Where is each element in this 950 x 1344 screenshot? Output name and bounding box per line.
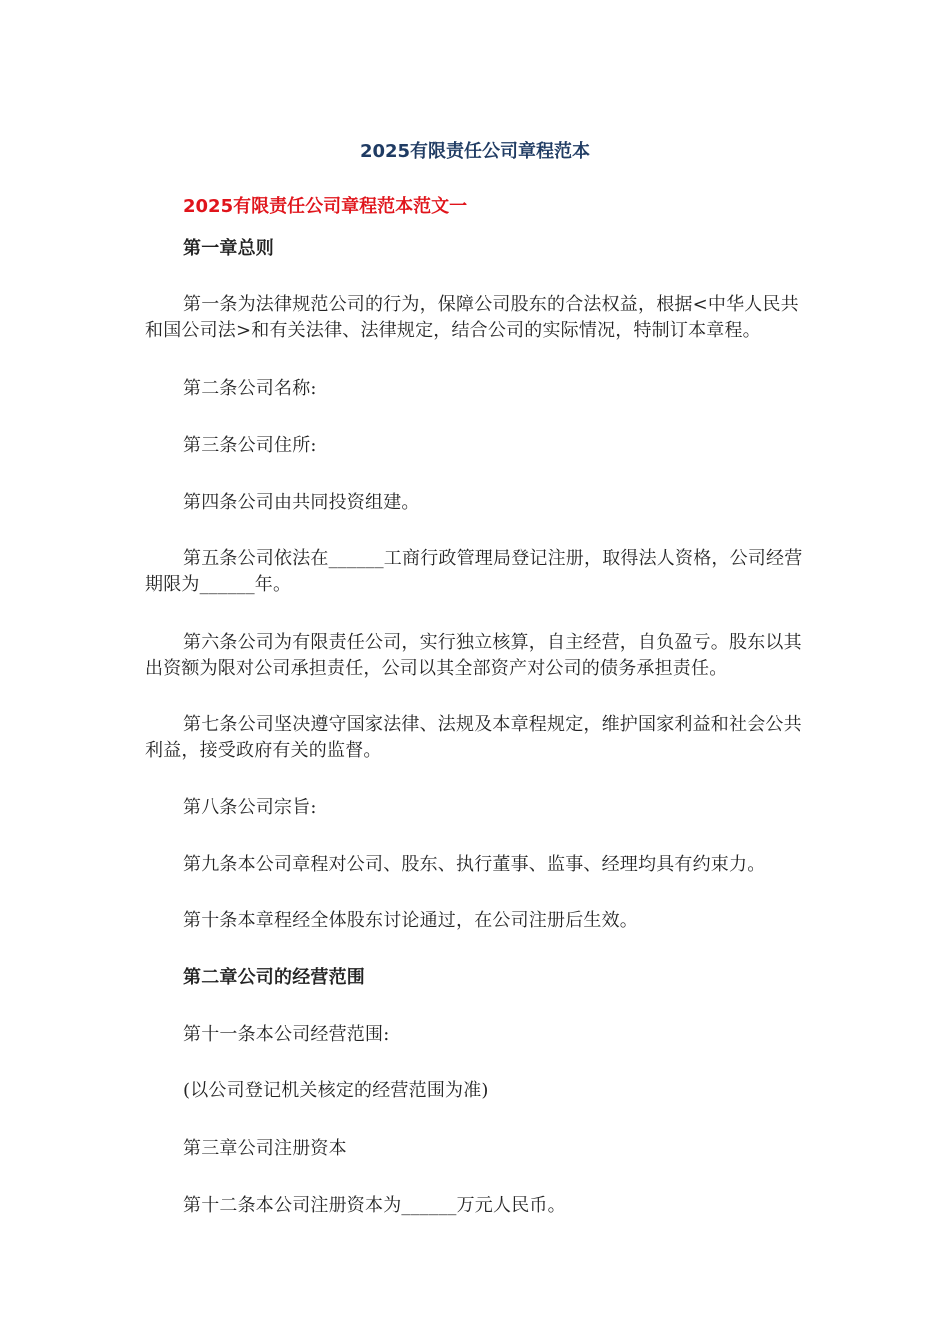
article-8: 第八条公司宗旨: (183, 797, 317, 818)
article-5: 第五条公司依法在______工商行政管理局登记注册，取得法人资格，公司经营期限为______年。 (145, 548, 803, 595)
article-6: 第六条公司为有限责任公司，实行独立核算，自主经营，自负盈亏。股东以其出资额为限对公司承担责任，公司以其全部资产对公司的债务承担责任。 (145, 632, 802, 679)
article-12: 第十二条本公司注册资本为______万元人民币。 (183, 1195, 566, 1216)
chapter-heading-2: 第二章公司的经营范围 (183, 967, 365, 988)
article-2: 第二条公司名称: (183, 378, 317, 399)
article-11: 第十一条本公司经营范围: (183, 1024, 390, 1045)
scope-note: (以公司登记机关核定的经营范围为准) (183, 1080, 489, 1101)
chapter-heading-3: 第三章公司注册资本 (183, 1138, 347, 1159)
article-3: 第三条公司住所: (183, 435, 317, 456)
document-title: 2025有限责任公司章程范本 (359, 141, 591, 162)
article-10: 第十条本章程经全体股东讨论通过，在公司注册后生效。 (183, 910, 638, 931)
article-1: 第一条为法律规范公司的行为，保障公司股东的合法权益，根据<中华人民共和国公司法>和有关法律、法律规定，结合公司的实际情况，特制订本章程。 (145, 294, 799, 341)
section-title: 2025有限责任公司章程范本范文一 (183, 196, 468, 217)
article-7: 第七条公司坚决遵守国家法律、法规及本章程规定，维护国家利益和社会公共利益，接受政府有关的监督。 (145, 714, 802, 761)
article-9: 第九条本公司章程对公司、股东、执行董事、监事、经理均具有约束力。 (183, 854, 766, 875)
chapter-heading-1: 第一章总则 (183, 238, 274, 259)
article-4: 第四条公司由共同投资组建。 (183, 492, 420, 513)
